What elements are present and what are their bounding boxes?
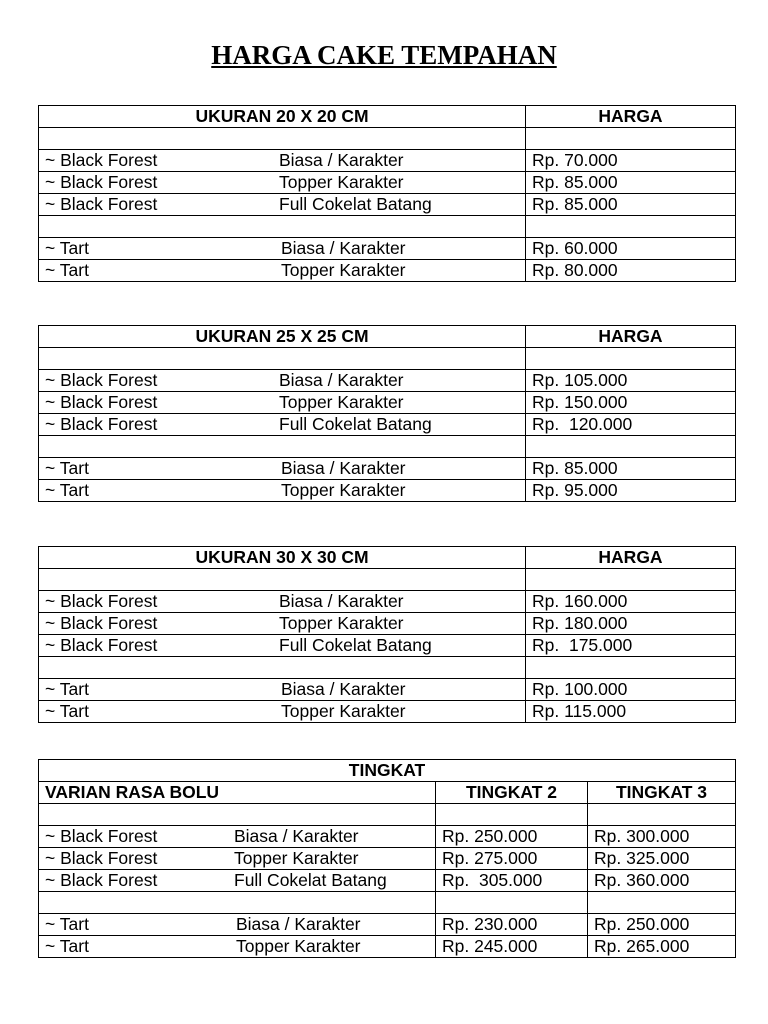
- cake-name: ~ Tart: [45, 914, 89, 934]
- table-header-row: [39, 106, 736, 128]
- table-header-row: [39, 326, 736, 348]
- cake-variant: Full Cokelat Batang: [279, 635, 432, 655]
- cake-variant: Topper Karakter: [279, 172, 404, 192]
- cake-name: ~ Black Forest: [45, 591, 158, 611]
- price-header: HARGA: [526, 326, 736, 348]
- tier3-price: Rp. 265.000: [594, 936, 690, 956]
- cake-variant: Biasa / Karakter: [281, 458, 406, 478]
- cake-variant: Biasa / Karakter: [279, 370, 404, 390]
- table-row: [39, 414, 736, 436]
- table-row: [39, 150, 736, 172]
- cake-variant: Biasa / Karakter: [279, 591, 404, 611]
- cake-name: ~ Black Forest: [45, 826, 158, 846]
- tier2-price: Rp. 245.000: [442, 936, 538, 956]
- table-row: [39, 679, 736, 701]
- blank-row: [39, 348, 736, 370]
- cake-variant: Biasa / Karakter: [236, 914, 361, 934]
- table-row: [39, 914, 736, 936]
- tier2-price: Rp. 305.000: [442, 870, 543, 890]
- table-row: [39, 848, 736, 870]
- varian-header: VARIAN RASA BOLU: [39, 782, 436, 804]
- cake-price: Rp. 100.000: [532, 679, 628, 699]
- cake-price: Rp. 105.000: [532, 370, 628, 390]
- table-row: [39, 613, 736, 635]
- tier2-price: Rp. 250.000: [442, 826, 538, 846]
- blank-row: [39, 892, 736, 914]
- cake-variant: Topper Karakter: [279, 392, 404, 412]
- tier2-price: Rp. 275.000: [442, 848, 538, 868]
- cake-variant: Topper Karakter: [281, 260, 406, 280]
- table-row: [39, 458, 736, 480]
- size-header: UKURAN 20 X 20 CM: [39, 106, 526, 128]
- cake-price: Rp. 180.000: [532, 613, 628, 633]
- cake-variant: Topper Karakter: [281, 480, 406, 500]
- cake-variant: Topper Karakter: [279, 613, 404, 633]
- table-row: [39, 392, 736, 414]
- cake-price: Rp. 120.000: [532, 414, 633, 434]
- cake-price: Rp. 60.000: [532, 238, 618, 258]
- cake-name: ~ Black Forest: [45, 870, 158, 890]
- table-row: [39, 238, 736, 260]
- cake-name: ~ Tart: [45, 701, 89, 721]
- cake-name: ~ Black Forest: [45, 194, 158, 214]
- blank-row: [39, 436, 736, 458]
- cake-variant: Biasa / Karakter: [279, 150, 404, 170]
- table-row: [39, 194, 736, 216]
- cake-variant: Full Cokelat Batang: [279, 414, 432, 434]
- cake-variant: Topper Karakter: [234, 848, 359, 868]
- table-row: [39, 870, 736, 892]
- cake-name: ~ Tart: [45, 936, 89, 956]
- cake-price: Rp. 85.000: [532, 194, 618, 214]
- price-table-tingkat: [38, 759, 736, 958]
- blank-row: [39, 804, 736, 826]
- table-row: [39, 480, 736, 502]
- cake-name: ~ Black Forest: [45, 370, 158, 390]
- table-row: [39, 936, 736, 958]
- cake-variant: Full Cokelat Batang: [234, 870, 387, 890]
- blank-row: [39, 569, 736, 591]
- tier3-price: Rp. 360.000: [594, 870, 690, 890]
- cake-name: ~ Black Forest: [45, 172, 158, 192]
- table-row: [39, 826, 736, 848]
- cake-price: Rp. 175.000: [532, 635, 633, 655]
- table-header-row: [39, 760, 736, 782]
- cake-variant: Topper Karakter: [281, 701, 406, 721]
- tier2-header: TINGKAT 2: [436, 782, 588, 804]
- table-header-row: [39, 547, 736, 569]
- price-header: HARGA: [526, 106, 736, 128]
- cake-price: Rp. 80.000: [532, 260, 618, 280]
- cake-name: ~ Black Forest: [45, 414, 158, 434]
- cake-variant: Topper Karakter: [236, 936, 361, 956]
- cake-variant: Full Cokelat Batang: [279, 194, 432, 214]
- size-header: UKURAN 25 X 25 CM: [39, 326, 526, 348]
- cake-price: Rp. 95.000: [532, 480, 618, 500]
- blank-row: [39, 657, 736, 679]
- table-header-row: [39, 782, 736, 804]
- cake-name: ~ Black Forest: [45, 613, 158, 633]
- cake-price: Rp. 115.000: [532, 701, 627, 721]
- price-table-25x25: [38, 325, 736, 502]
- price-header: HARGA: [526, 547, 736, 569]
- size-header: UKURAN 30 X 30 CM: [39, 547, 526, 569]
- table-row: [39, 260, 736, 282]
- table-row: [39, 172, 736, 194]
- cake-name: ~ Tart: [45, 679, 89, 699]
- price-table-30x30: [38, 546, 736, 723]
- table-row: [39, 635, 736, 657]
- price-table-20x20: [38, 105, 736, 282]
- page-title-text: HARGA CAKE TEMPAHAN: [211, 40, 557, 70]
- tier3-header: TINGKAT 3: [588, 782, 736, 804]
- tier3-price: Rp. 250.000: [594, 914, 690, 934]
- cake-price: Rp. 85.000: [532, 458, 618, 478]
- table-row: [39, 591, 736, 613]
- cake-name: ~ Tart: [45, 238, 89, 258]
- cake-name: ~ Black Forest: [45, 635, 158, 655]
- page-title: [0, 38, 768, 72]
- cake-price: Rp. 150.000: [532, 392, 628, 412]
- table-row: [39, 370, 736, 392]
- tingkat-header: TINGKAT: [39, 760, 736, 782]
- cake-price: Rp. 70.000: [532, 150, 618, 170]
- tier3-price: Rp. 300.000: [594, 826, 690, 846]
- cake-name: ~ Tart: [45, 458, 89, 478]
- cake-name: ~ Tart: [45, 480, 89, 500]
- cake-price: Rp. 160.000: [532, 591, 628, 611]
- cake-name: ~ Tart: [45, 260, 89, 280]
- table-row: [39, 701, 736, 723]
- tier3-price: Rp. 325.000: [594, 848, 690, 868]
- tier2-price: Rp. 230.000: [442, 914, 538, 934]
- blank-row: [39, 216, 736, 238]
- cake-name: ~ Black Forest: [45, 392, 158, 412]
- blank-row: [39, 128, 736, 150]
- cake-name: ~ Black Forest: [45, 150, 158, 170]
- cake-name: ~ Black Forest: [45, 848, 158, 868]
- cake-variant: Biasa / Karakter: [234, 826, 359, 846]
- cake-variant: Biasa / Karakter: [281, 238, 406, 258]
- cake-variant: Biasa / Karakter: [281, 679, 406, 699]
- cake-price: Rp. 85.000: [532, 172, 618, 192]
